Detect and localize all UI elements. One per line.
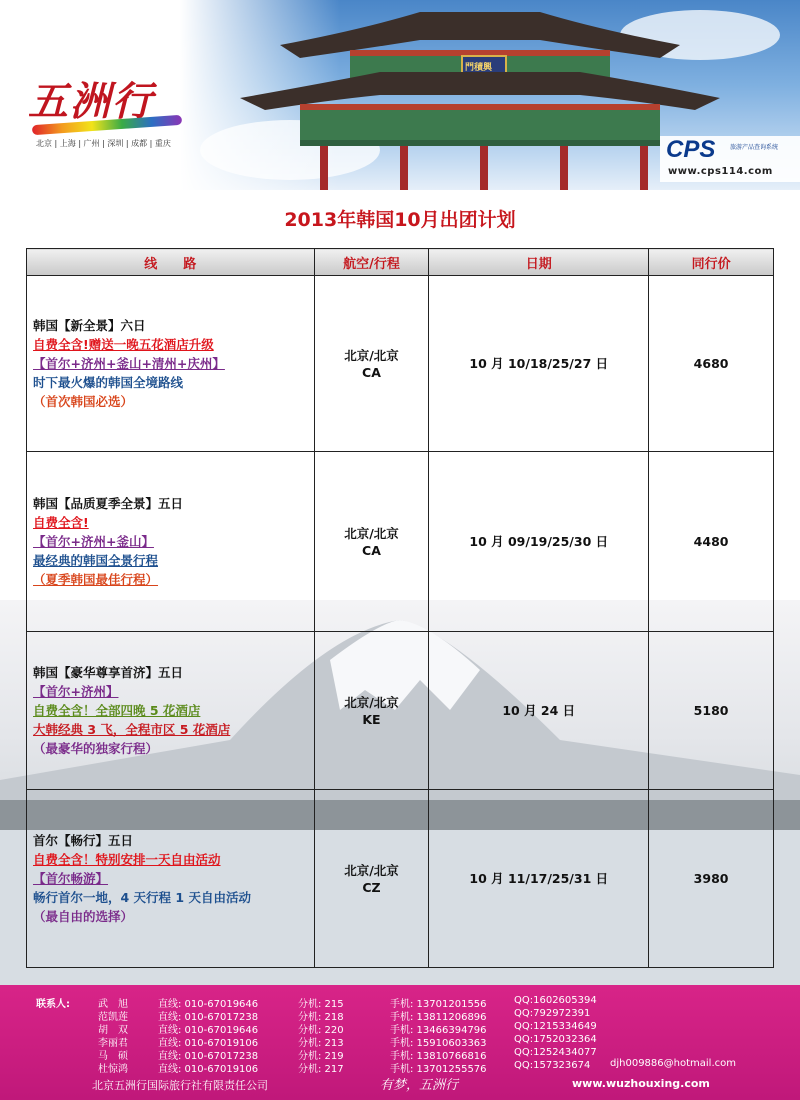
- airline-cell: [314, 452, 429, 632]
- route-cities: 【首尔+济州+釜山】: [33, 534, 154, 549]
- contact-qq: QQ:1215334649: [514, 1021, 597, 1032]
- airline-cell: [314, 790, 429, 968]
- contacts-label: 联系人:: [36, 999, 70, 1010]
- table-row: [27, 632, 774, 790]
- contact-name: 胡 双: [98, 1025, 128, 1036]
- logo-text: 五洲行: [28, 78, 154, 125]
- route-description: 大韩经典 3 飞，全程市区 5 花酒店: [33, 722, 231, 737]
- airline-code: CZ: [362, 879, 381, 895]
- route-cell: [27, 632, 315, 790]
- price-cell: 5180: [649, 632, 774, 790]
- route-highlight: 自费全含!: [33, 515, 89, 530]
- contact-extension: 分机: 220: [298, 1025, 344, 1036]
- price-cell: 4480: [649, 452, 774, 632]
- brand-slogan: 有梦，五洲行: [380, 1078, 459, 1093]
- route-cell: [27, 790, 315, 968]
- route-cities: 【首尔畅游】: [33, 871, 109, 886]
- table-header-row: [27, 249, 774, 276]
- contact-phone: 直线: 010-67017238: [158, 1051, 259, 1062]
- contact-phone: 直线: 010-67017238: [158, 1012, 259, 1023]
- contact-qq: QQ:792972391: [514, 1008, 591, 1019]
- route-name: 首尔【畅行】五日: [33, 833, 134, 848]
- contact-qq: QQ:157323674: [514, 1060, 591, 1071]
- contact-email[interactable]: djh009886@hotmail.com: [610, 1058, 736, 1069]
- contact-phone: 直线: 010-67019646: [158, 1025, 259, 1036]
- table-row: [27, 276, 774, 452]
- contact-name: 范凯莲: [98, 1012, 128, 1023]
- price-cell: 3980: [649, 790, 774, 968]
- palace-roof-illustration: [240, 0, 720, 190]
- contact-qq: QQ:1602605394: [514, 995, 597, 1006]
- airline-code: CA: [362, 542, 381, 558]
- contact-extension: 分机: 219: [298, 1051, 344, 1062]
- date-cell: 10 月 09/19/25/30 日: [429, 452, 649, 632]
- header-date: 日期: [429, 249, 649, 276]
- contact-qq: QQ:1252434077: [514, 1047, 597, 1058]
- cps-badge: [660, 136, 800, 182]
- route-tagline: （最自由的选择）: [33, 909, 134, 924]
- route-tagline: （最豪华的独家行程）: [33, 741, 159, 756]
- contact-extension: 分机: 215: [298, 999, 344, 1010]
- route-highlight: 自费全含!赠送一晚五花酒店升级: [33, 337, 214, 352]
- route-cell: [27, 452, 315, 632]
- route-cities: 【首尔+济州】: [33, 684, 119, 699]
- route-name: 韩国【品质夏季全景】五日: [33, 496, 184, 511]
- contact-phone: 直线: 010-67019106: [158, 1038, 259, 1049]
- route-highlight: 自费全含！全部四晚 5 花酒店: [33, 703, 201, 718]
- contact-extension: 分机: 217: [298, 1064, 344, 1075]
- route-tagline: （夏季韩国最佳行程）: [33, 572, 159, 587]
- date-cell: 10 月 11/17/25/31 日: [429, 790, 649, 968]
- header-route: 线 路: [27, 249, 315, 276]
- route-description: 畅行首尔一地，4 天行程 1 天自由活动: [33, 890, 251, 905]
- route-cell: [27, 276, 315, 452]
- tour-schedule-table: [26, 248, 774, 968]
- cps-name: CPS: [666, 136, 716, 163]
- header-price: 同行价: [649, 249, 774, 276]
- brand-logo: [28, 70, 188, 140]
- route-tagline: （首次韩国必选）: [33, 394, 134, 409]
- contact-mobile: 手机: 13811206896: [390, 1012, 487, 1023]
- contact-phone: 直线: 010-67019106: [158, 1064, 259, 1075]
- contact-extension: 分机: 218: [298, 1012, 344, 1023]
- route-endpoints: 北京/北京: [344, 525, 399, 541]
- route-endpoints: 北京/北京: [344, 862, 399, 878]
- contact-name: 武 旭: [98, 999, 128, 1010]
- contact-mobile: 手机: 13701255576: [390, 1064, 487, 1075]
- airline-cell: [314, 632, 429, 790]
- route-description: 时下最火爆的韩国全境路线: [33, 375, 184, 390]
- contact-extension: 分机: 213: [298, 1038, 344, 1049]
- contact-mobile: 手机: 15910603363: [390, 1038, 487, 1049]
- contact-qq: QQ:1752032364: [514, 1034, 597, 1045]
- contact-name: 马 硕: [98, 1051, 128, 1062]
- date-cell: 10 月 10/18/25/27 日: [429, 276, 649, 452]
- table-row: [27, 452, 774, 632]
- cps-subtitle: 旅游产品查询系统: [730, 144, 779, 151]
- route-highlight: 自费全含！特别安排一天自由活动: [33, 852, 221, 867]
- contact-phone: 直线: 010-67019646: [158, 999, 259, 1010]
- route-name: 韩国【豪华尊享首济】五日: [33, 665, 184, 680]
- contact-mobile: 手机: 13701201556: [390, 999, 487, 1010]
- price-cell: 4680: [649, 276, 774, 452]
- header-airline: 航空/行程: [314, 249, 429, 276]
- route-endpoints: 北京/北京: [344, 694, 399, 710]
- date-cell: 10 月 24 日: [429, 632, 649, 790]
- website-link[interactable]: www.wuzhouxing.com: [572, 1077, 710, 1090]
- cps-url: www.cps114.com: [668, 166, 773, 177]
- contact-mobile: 手机: 13810766816: [390, 1051, 487, 1062]
- header-banner: [0, 0, 800, 190]
- table-row: [27, 790, 774, 968]
- contact-mobile: 手机: 13466394796: [390, 1025, 487, 1036]
- route-endpoints: 北京/北京: [344, 347, 399, 363]
- company-name: 北京五洲行国际旅行社有限责任公司: [92, 1079, 268, 1092]
- contact-name: 李丽君: [98, 1038, 128, 1049]
- route-cities: 【首尔+济州+釜山+清州+庆州】: [33, 356, 225, 371]
- route-description: 最经典的韩国全景行程: [33, 553, 159, 568]
- contact-name: 杜惊鸿: [98, 1064, 128, 1075]
- airline-code: CA: [362, 364, 381, 380]
- palace-plaque: 門積興: [465, 63, 493, 73]
- airline-cell: [314, 276, 429, 452]
- route-name: 韩国【新全景】六日: [33, 318, 146, 333]
- page-title: 2013年韩国10月出团计划: [284, 209, 516, 231]
- airline-code: KE: [362, 711, 381, 727]
- branch-cities: 北京 | 上海 | 广州 | 深圳 | 成都 | 重庆: [36, 139, 171, 148]
